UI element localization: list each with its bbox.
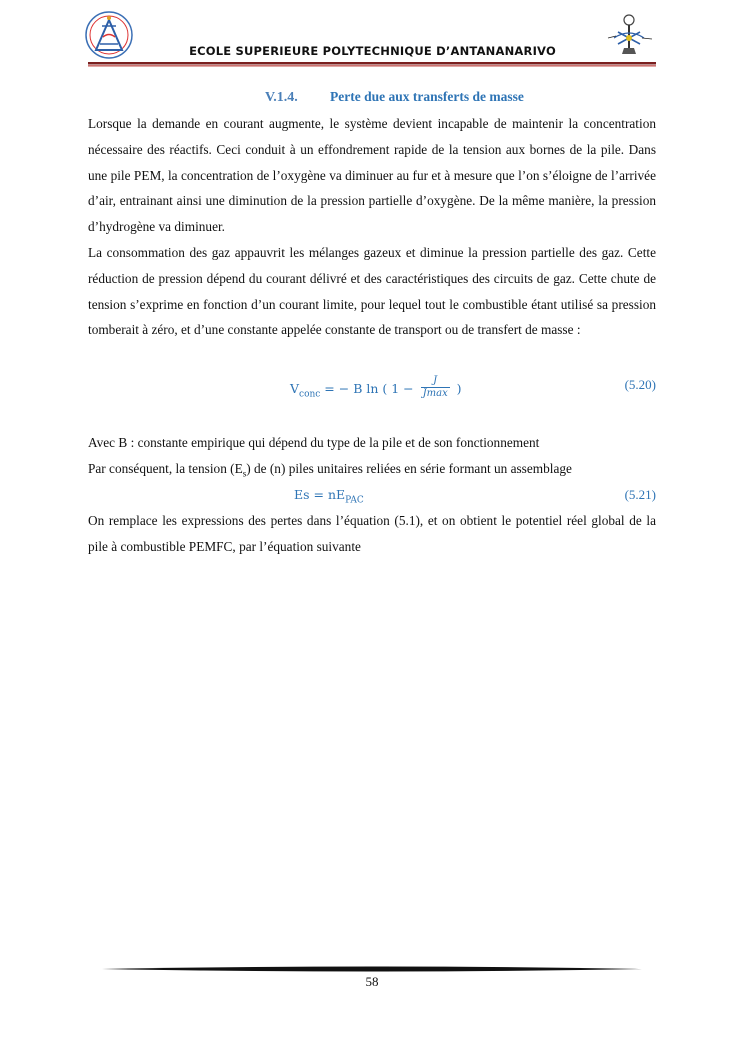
line-constant-b: Avec B : constante empirique qui dépend du type de la pile et de son fonctionnement bbox=[88, 435, 540, 450]
fraction-j-over-jmax: $\frac{J}{Jmax}$ bbox=[422, 375, 448, 399]
line-voltage-es: Par conséquent, la tension $(E_s)$ de (n) piles unitaires reliées en série formant un assemblage bbox=[88, 461, 572, 479]
equation-5-20-expression: $V_{conc}$ = − B ln ( 1 − $\frac{J}{Jmax}$ ) bbox=[290, 375, 462, 400]
section-title: Perte due aux transferts de masse bbox=[330, 89, 524, 104]
footer-divider bbox=[102, 965, 642, 973]
page-number: 58 bbox=[365, 974, 379, 989]
paragraph-gas-consumption: La consommation des gaz appauvrit les mélanges gazeux et diminue la pression partielle des gaz. Cette réduction de pression dépend du courant délivré et des caractéristiques des circuits de gaz. Cette chute de tension s’exprime en fonction d’un courant limite, pour lequel tout le combustible étant utilisé sa pression tomberait à zéro, et d’une constante appelée constante de transport ou de transfert de masse : bbox=[88, 245, 656, 338]
equation-5-20-number: (5.20) bbox=[624, 377, 656, 392]
school-emblem-logo bbox=[84, 10, 134, 60]
equation-5-21-number: (5.21) bbox=[624, 487, 656, 502]
section-heading bbox=[88, 89, 656, 109]
equation-5-20 bbox=[88, 369, 656, 403]
equation-5-21-expression: $Es = nE_{PAC}$ bbox=[294, 487, 364, 506]
paragraph-global-potential: On remplace les expressions des pertes dans l’équation (5.1), et on obtient le potentiel réel global de la pile à combustible PEMFC, par l’équation suivante bbox=[88, 513, 656, 554]
section-number: V.1.4. bbox=[265, 90, 298, 105]
paragraph-concentration: Lorsque la demande en courant augmente, le système devient incapable de maintenir la concentration nécessaire des réactifs. Ceci conduit à un effondrement rapide de la tension aux bornes de la pile. Dans une pile PEM, la concentration de l’oxygène va diminuer au fur et à mesure que l’on s’éloigne de l’arrivée d’air, entrainant ainsi une diminution de la pression partielle d’oxygène. De la même manière, la pression d’hydrogène va diminuer. bbox=[88, 116, 656, 235]
department-emblem-logo bbox=[604, 8, 656, 64]
header-divider bbox=[88, 62, 656, 67]
school-name: ECOLE SUPERIEURE POLYTECHNIQUE D’ANTANANARIVO bbox=[189, 44, 556, 58]
equation-5-21 bbox=[88, 484, 656, 506]
